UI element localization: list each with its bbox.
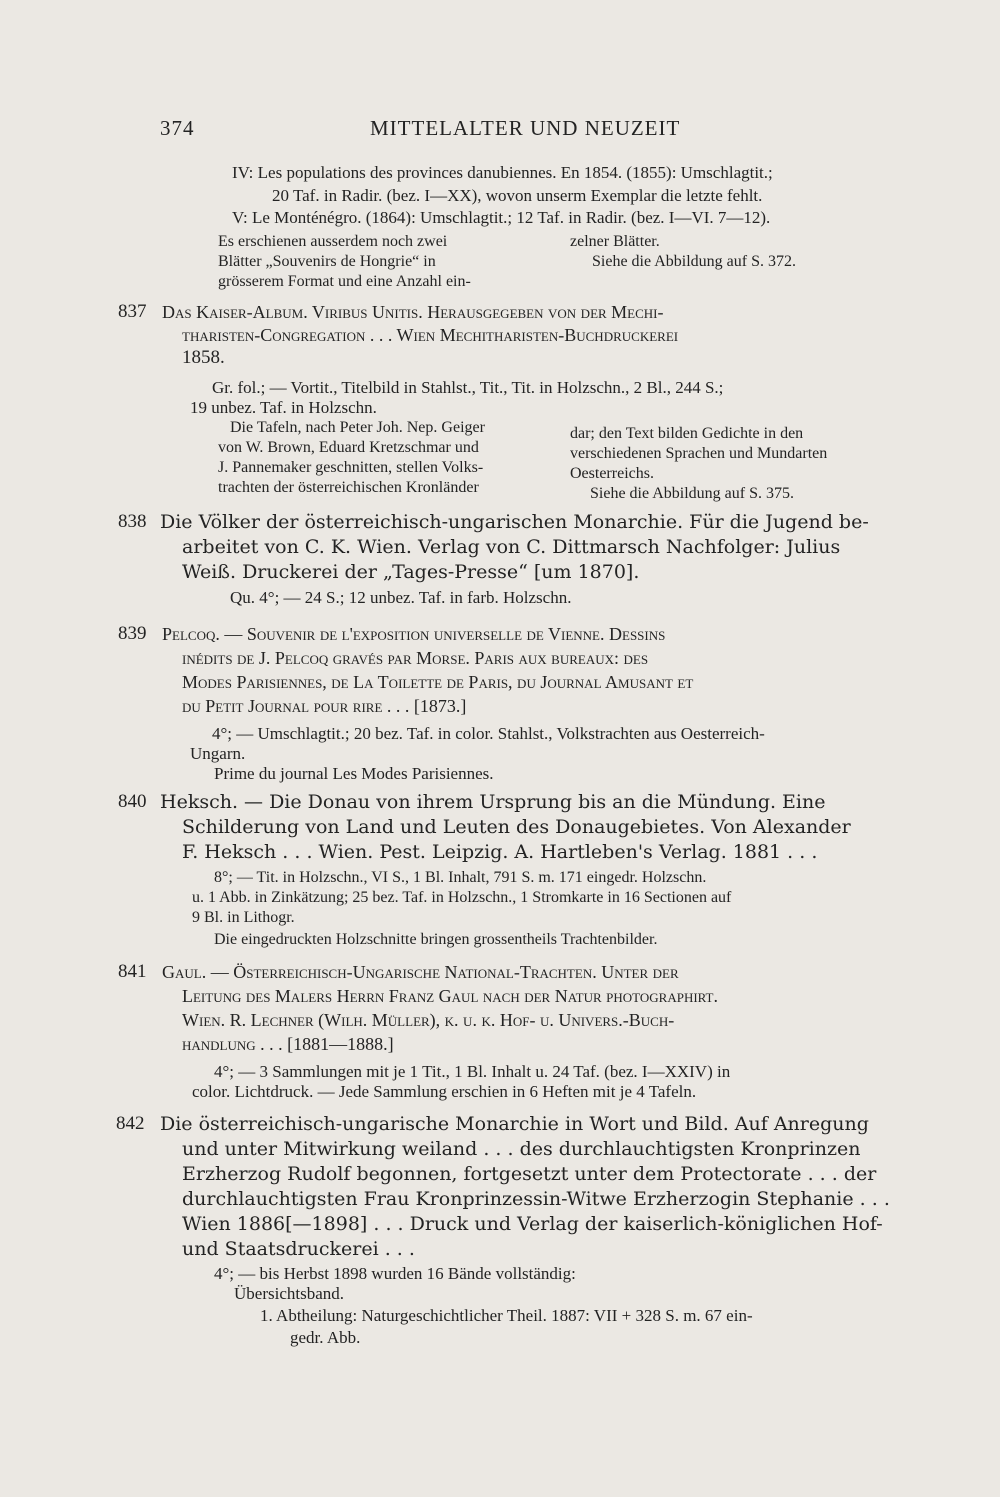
entry-title-line: arbeitet von C. K. Wien. Verlag von C. Dittmarsch Nachfolger: Julius	[182, 536, 841, 558]
text-line: zelner Blätter.	[570, 233, 660, 250]
entry-title-line: Gaul. — Österreichisch-Ungarische National-Trachten. Unter der	[162, 962, 679, 982]
description-line: 4°; — bis Herbst 1898 wurden 16 Bände vollständig:	[214, 1264, 576, 1283]
text-line: von W. Brown, Eduard Kretzschmar und	[218, 439, 479, 456]
entry-title-line: Pelcoq. — Souvenir de l'exposition universelle de Vienne. Dessins	[162, 624, 666, 644]
text-line: J. Pannemaker geschnitten, stellen Volks-	[218, 459, 484, 476]
text-line: trachten der österreichischen Kronländer	[218, 479, 479, 496]
entry-title-line: handlung . . . [1881—1888.]	[182, 1034, 394, 1054]
description-line: Gr. fol.; — Vortit., Titelbild in Stahlst., Tit., Tit. in Holzschn., 2 Bl., 244 S.;	[212, 378, 724, 397]
description-line: 9 Bl. in Lithogr.	[192, 909, 295, 926]
entry-title-line: und unter Mitwirkung weiland . . . des durchlauchtigsten Kronprinzen	[182, 1138, 861, 1160]
text-line: V: Le Monténégro. (1864): Umschlagtit.; 12 Taf. in Radir. (bez. I—VI. 7—12).	[232, 208, 771, 227]
entry-title-line: F. Heksch . . . Wien. Pest. Leipzig. A. Hartleben's Verlag. 1881 . . .	[182, 841, 818, 863]
entry-title-line: Wien 1886[—1898] . . . Druck und Verlag der kaiserlich-königlichen Hof-	[182, 1213, 883, 1235]
text-line: Es erschienen ausserdem noch zwei	[218, 233, 448, 250]
text-line: IV: Les populations des provinces danubiennes. En 1854. (1855): Umschlagtit.;	[232, 163, 773, 182]
text-line: Die Tafeln, nach Peter Joh. Nep. Geiger	[230, 419, 485, 436]
running-title: MITTELALTER UND NEUZEIT	[370, 116, 681, 140]
entry-title-line: Schilderung von Land und Leuten des Donaugebietes. Von Alexander	[182, 816, 851, 838]
entry-title-line: Die österreichisch-ungarische Monarchie in Wort und Bild. Auf Anregung	[160, 1113, 869, 1135]
entry-title-line: Leitung des Malers Herrn Franz Gaul nach der Natur photographirt.	[182, 986, 718, 1006]
description-line: 4°; — 3 Sammlungen mit je 1 Tit., 1 Bl. Inhalt u. 24 Taf. (bez. I—XXIV) in	[214, 1062, 731, 1081]
description-line: u. 1 Abb. in Zinkätzung; 25 bez. Taf. in Holzschn., 1 Stromkarte in 16 Sectionen auf	[192, 889, 732, 906]
entry-title-line: Wien. R. Lechner (Wilh. Müller), k. u. k. Hof- u. Univers.-Buch-	[182, 1010, 675, 1030]
description-line: 4°; — Umschlagtit.; 20 bez. Taf. in color. Stahlst., Volkstrachten aus Oesterreich-	[212, 724, 765, 743]
description-line: 19 unbez. Taf. in Holzschn.	[190, 398, 377, 417]
text-line: 20 Taf. in Radir. (bez. I—XX), wovon unserm Exemplar die letzte fehlt.	[272, 186, 763, 205]
description-line: 8°; — Tit. in Holzschn., VI S., 1 Bl. Inhalt, 791 S. m. 171 eingedr. Holzschn.	[214, 869, 707, 886]
entry-title-line: durchlauchtigsten Frau Kronprinzessin-Witwe Erzherzogin Stephanie . . .	[182, 1188, 890, 1210]
description-line: Ungarn.	[190, 744, 246, 763]
entry-number: 837	[118, 301, 147, 322]
entry-title-line: Modes Parisiennes, de La Toilette de Paris, du Journal Amusant et	[182, 672, 694, 692]
description-line: color. Lichtdruck. — Jede Sammlung erschien in 6 Heften mit je 4 Tafeln.	[192, 1082, 697, 1101]
entry-title-line: Heksch. — Die Donau von ihrem Ursprung bis an die Mündung. Eine	[160, 791, 826, 813]
entry-number: 840	[118, 791, 147, 812]
text-line: Blätter „Souvenirs de Hongrie“ in	[218, 253, 436, 270]
entry-number: 838	[118, 511, 147, 532]
description-line: 1. Abtheilung: Naturgeschichtlicher Theil. 1887: VII + 328 S. m. 67 ein-	[260, 1306, 753, 1325]
entry-title-line: Das Kaiser-Album. Viribus Unitis. Herausgegeben von der Mechi-	[162, 302, 664, 322]
text-line: dar; den Text bilden Gedichte in den	[570, 425, 804, 442]
description-line: Prime du journal Les Modes Parisiennes.	[214, 764, 494, 783]
description-line: Qu. 4°; — 24 S.; 12 unbez. Taf. in farb. Holzschn.	[230, 588, 572, 607]
entry-title-line: inédits de J. Pelcoq gravés par Morse. Paris aux bureaux: des	[182, 648, 649, 668]
entry-number: 839	[118, 623, 147, 644]
text-line: Oesterreichs.	[570, 465, 654, 482]
description-line: gedr. Abb.	[290, 1328, 361, 1347]
text-line: verschiedenen Sprachen und Mundarten	[570, 445, 828, 462]
entry-title-line: Erzherzog Rudolf begonnen, fortgesetzt unter dem Protectorate . . . der	[182, 1163, 877, 1185]
entry-title-line: und Staatsdruckerei . . .	[182, 1238, 415, 1260]
description-line: Übersichtsband.	[234, 1284, 345, 1303]
entry-title-line: Die Völker der österreichisch-ungarischen Monarchie. Für die Jugend be-	[160, 511, 869, 533]
entry-title-line: tharisten-Congregation . . . Wien Mechitharisten-Buchdruckerei	[182, 325, 679, 345]
entry-title-line: du Petit Journal pour rire . . . [1873.]	[182, 696, 467, 716]
text-line: Siehe die Abbildung auf S. 375.	[590, 485, 794, 502]
page-number: 374	[160, 116, 195, 140]
text-line: Siehe die Abbildung auf S. 372.	[592, 253, 796, 270]
description-line: Die eingedruckten Holzschnitte bringen grossentheils Trachtenbilder.	[214, 931, 658, 948]
entry-number: 842	[116, 1113, 145, 1134]
entry-number: 841	[118, 961, 147, 982]
entry-title-line: 1858.	[182, 347, 225, 368]
text-line: grösserem Format und eine Anzahl ein-	[218, 273, 471, 290]
entry-title-line: Weiß. Druckerei der „Tages-Presse“ [um 1870].	[182, 561, 640, 583]
